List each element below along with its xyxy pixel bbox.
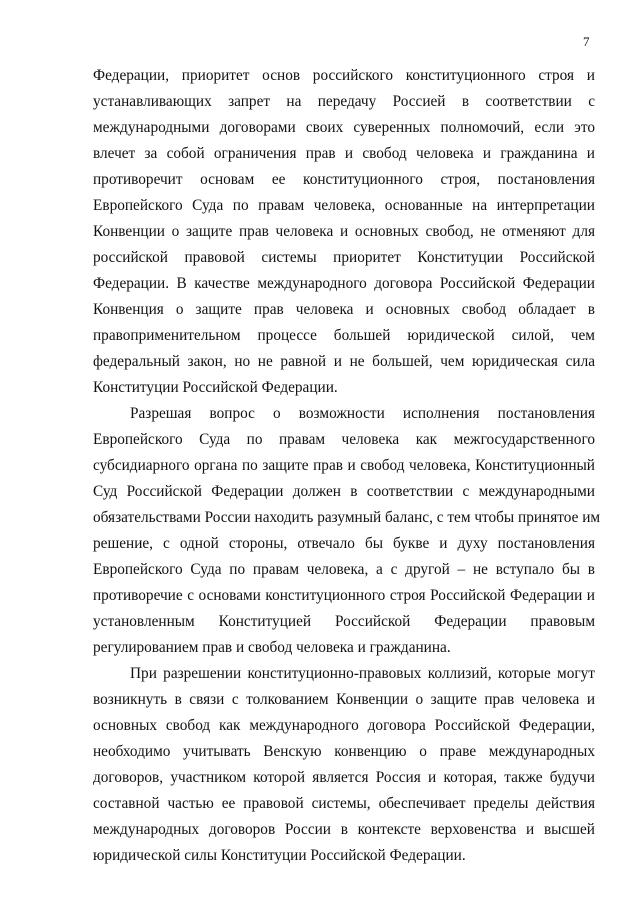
text-line: юридической силы Конституции Российской Федерации.	[93, 847, 466, 864]
text-line: Разрешая вопрос о возможности исполнения постановления	[130, 405, 595, 422]
text-line: необходимо учитывать Венскую конвенцию о праве международных	[93, 743, 595, 760]
text-line: установленным Конституцией Российской Федерации правовым	[93, 613, 595, 630]
text-line: решение, с одной стороны, отвечало бы букве и духу постановления	[93, 535, 595, 552]
text-line: противоречие с основами конституционного строя Российской Федерации и	[93, 587, 595, 604]
text-line: Конвенции о защите прав человека и основных свобод, не отменяют для	[93, 223, 595, 240]
text-line: составной частью ее правовой системы, обеспечивает пределы действия	[93, 795, 595, 812]
text-line: Федерации. В качестве международного договора Российской Федерации	[93, 275, 595, 292]
text-line: возникнуть в связи с толкованием Конвенции о защите прав человека и	[93, 691, 595, 708]
text-line: При разрешении конституционно-правовых коллизий, которые могут	[130, 665, 595, 682]
text-line: Суд Российской Федерации должен в соответствии с международными	[93, 483, 595, 500]
document-body	[93, 63, 601, 869]
text-line: правоприменительном процессе большей юридической силой, чем	[93, 327, 595, 344]
text-line: международными договорами своих суверенных полномочий, если это	[93, 119, 595, 136]
text-line: федеральный закон, но не равной и не большей, чем юридическая сила	[93, 353, 595, 370]
text-line: Европейского Суда по правам человека, основанные на интерпретации	[93, 197, 595, 214]
text-line: Европейского Суда по правам человека, а с другой – не вступало бы в	[93, 561, 595, 578]
text-line: регулированием прав и свобод человека и гражданина.	[93, 639, 451, 656]
paragraph-3	[93, 661, 595, 869]
paragraph-2	[93, 401, 601, 661]
text-line: Конвенция о защите прав человека и основных свобод обладает в	[93, 301, 595, 318]
text-line: влечет за собой ограничения прав и свобод человека и гражданина и	[93, 145, 595, 162]
text-line: обязательствами России находить разумный баланс, с тем чтобы принятое им	[93, 509, 601, 526]
text-line: договоров, участником которой является Россия и которая, также будучи	[93, 769, 595, 786]
text-line: Европейского Суда по правам человека как межгосударственного	[93, 431, 595, 448]
text-line: Конституции Российской Федерации.	[93, 379, 338, 396]
text-line: Федерации, приоритет основ российского конституционного строя и	[93, 67, 595, 84]
text-line: субсидиарного органа по защите прав и свобод человека, Конституционный	[93, 457, 595, 474]
text-line: противоречит основам ее конституционного строя, постановления	[93, 171, 595, 188]
page-number: 7	[583, 34, 590, 49]
text-line: устанавливающих запрет на передачу Россией в соответствии с	[93, 93, 595, 110]
text-line: международных договоров России в контексте верховенства и высшей	[93, 821, 595, 838]
text-line: российской правовой системы приоритет Конституции Российской	[93, 249, 595, 266]
text-line: основных свобод как международного договора Российской Федерации,	[93, 717, 595, 734]
paragraph-1	[93, 63, 595, 401]
